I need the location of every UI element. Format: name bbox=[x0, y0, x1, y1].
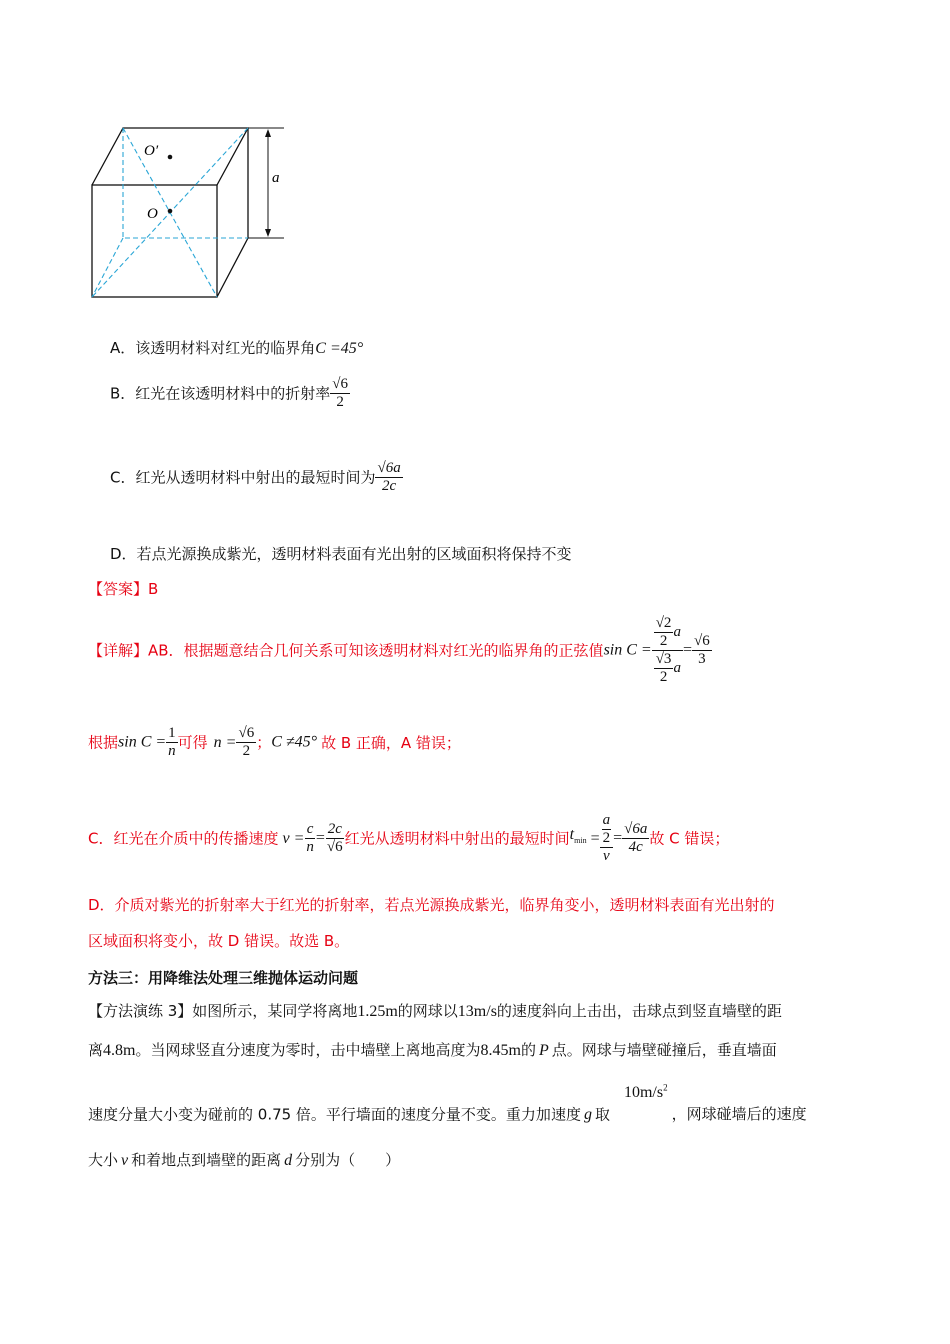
detail-line-3-f2-den: √6 bbox=[326, 839, 343, 855]
option-b-fraction bbox=[330, 376, 350, 411]
detail-line-3-f2-num: 2c bbox=[327, 821, 342, 837]
method-para-line-2 bbox=[88, 1040, 777, 1061]
detail-line-3-eq2: = bbox=[590, 829, 600, 847]
cube-figure bbox=[80, 120, 300, 305]
cube-right-edges bbox=[217, 128, 248, 297]
detail-line-3-eq3: = bbox=[613, 829, 623, 847]
detail-result-num: √6 bbox=[693, 633, 710, 649]
option-d bbox=[110, 544, 572, 564]
detail-upper-num: √2 bbox=[655, 615, 672, 631]
detail-line-4: D．介质对紫光的折射率大于红光的折射率，若点光源换成紫光，临界角变小，透明材料表面有光出射的 bbox=[88, 896, 775, 914]
option-b-den: 2 bbox=[336, 394, 344, 410]
method-p3-b: 取 bbox=[594, 1105, 610, 1124]
detail-line-2 bbox=[88, 725, 461, 760]
option-c-num: √6a bbox=[377, 460, 401, 476]
detail-line-2-n: n = bbox=[213, 733, 237, 751]
method-para-line-1 bbox=[88, 1001, 782, 1022]
detail-line-1-text: 【详解】AB．根据题意结合几何关系可知该透明材料对红光的临界角的正弦值 bbox=[88, 641, 604, 660]
method-para-line-4 bbox=[88, 1150, 400, 1171]
detail-line-3-f2 bbox=[325, 821, 345, 856]
method-p3-c: ，网球碰墙后的速度 bbox=[671, 1105, 807, 1124]
detail-compound-fraction bbox=[652, 615, 683, 686]
method-p3-a: 速度分量大小变为碰前的 0.75 倍。平行墙面的速度分量不变。重力加速度 bbox=[88, 1105, 581, 1124]
label-o-prime: O′ bbox=[144, 143, 159, 159]
detail-line-3-post: 故 C 错误； bbox=[649, 829, 730, 848]
detail-line-3 bbox=[88, 812, 729, 865]
detail-line-3-pre: C．红光在介质中的传播速度 bbox=[88, 829, 279, 848]
detail-sin-c: sin C = bbox=[603, 641, 652, 659]
detail-line-2-post: 故 B 正确，A 错误； bbox=[321, 733, 461, 752]
detail-upper-den: 2 bbox=[659, 633, 668, 649]
detail-line-2-sep: ； bbox=[256, 733, 272, 752]
detail-result-den: 3 bbox=[698, 651, 706, 667]
option-c bbox=[110, 460, 403, 495]
method-p2-b: 。当网球竖直分速度为零时，击中墙壁上离地高度为 bbox=[135, 1041, 481, 1059]
method-p3-gval-text: 10m/s bbox=[623, 1084, 664, 1102]
detail-line-2-mid: 可得 bbox=[177, 733, 208, 752]
detail-line-2-den: n bbox=[168, 743, 176, 759]
detail-line-3-t-letter: t bbox=[569, 826, 575, 844]
cube-hidden-edges bbox=[123, 128, 248, 238]
detail-line-3-f1 bbox=[304, 821, 316, 856]
method-p1-h: 1.25m bbox=[357, 1003, 398, 1020]
detail-line-2-n-num: √6 bbox=[238, 725, 255, 741]
detail-compound-den bbox=[652, 651, 683, 686]
method-heading: 方法三：用降维法处理三维抛体运动问题 bbox=[88, 969, 359, 987]
method-p1-c: 的速度斜向上击出，击球点到竖直墙壁的距 bbox=[496, 1002, 782, 1020]
cube-hidden-edge-diag bbox=[92, 238, 123, 297]
option-c-fraction bbox=[375, 460, 402, 495]
detail-line-3-t-sub: min bbox=[574, 836, 587, 846]
option-d-text: D．若点光源换成紫光，透明材料表面有光出射的区域面积将保持不变 bbox=[110, 545, 572, 563]
option-b-text: B．红光在该透明材料中的折射率 bbox=[110, 384, 331, 403]
method-p2-h: 8.45m bbox=[480, 1042, 521, 1059]
method-p4-c: 分别为（ ） bbox=[295, 1151, 401, 1169]
detail-line-3-t bbox=[569, 826, 587, 846]
method-p2-d: 4.8m bbox=[103, 1042, 136, 1059]
detail-line-3-f3-num bbox=[600, 812, 614, 848]
detail-line-2-frac bbox=[166, 725, 178, 760]
label-a: a bbox=[272, 170, 280, 186]
method-p2-p: P bbox=[538, 1042, 549, 1059]
point-o-prime bbox=[168, 155, 173, 160]
answer-label: 【答案】B bbox=[88, 580, 159, 598]
detail-lower-den: 2 bbox=[659, 669, 668, 685]
method-p1-v: 13m/s bbox=[457, 1003, 497, 1020]
detail-line-3-f3-den: v bbox=[603, 848, 610, 864]
option-c-text: C．红光从透明材料中射出的最短时间为 bbox=[110, 468, 376, 487]
detail-line-3-v: v = bbox=[282, 829, 305, 847]
detail-line-3-f1-num: c bbox=[306, 821, 314, 837]
detail-line-3-f4 bbox=[622, 821, 649, 856]
point-o bbox=[168, 209, 173, 214]
detail-upper-a: a bbox=[673, 623, 681, 640]
method-p2-a: 离 bbox=[88, 1041, 104, 1059]
method-p1-b: 的网球以 bbox=[397, 1002, 458, 1020]
detail-line-5: 区域面积将变小，故 D 错误。故选 B。 bbox=[88, 932, 350, 950]
method-p4-b: 和着地点到墙壁的距离 bbox=[131, 1151, 282, 1169]
detail-line-2-num: 1 bbox=[168, 725, 176, 741]
dimension-arrow-down bbox=[265, 229, 271, 237]
method-p1-a: 【方法演练 3】如图所示，某同学将离地 bbox=[88, 1002, 358, 1020]
method-p4-a: 大小 bbox=[88, 1151, 119, 1169]
cube-front-face bbox=[92, 185, 217, 297]
option-a-math: C =45° bbox=[315, 340, 364, 357]
detail-line-2-pre: 根据 bbox=[88, 733, 119, 752]
dimension-arrow-up bbox=[265, 129, 271, 137]
method-p4-v: v bbox=[121, 1152, 129, 1169]
detail-line-1 bbox=[88, 615, 712, 686]
option-b bbox=[110, 376, 350, 411]
detail-line-3-eq: = bbox=[315, 829, 325, 847]
detail-line-2-n-frac bbox=[236, 725, 256, 760]
detail-line-2-n-den: 2 bbox=[242, 743, 251, 759]
option-c-den: 2c bbox=[382, 478, 397, 494]
option-a bbox=[110, 338, 363, 359]
detail-line-3-mid: 红光从透明材料中射出的最短时间 bbox=[344, 829, 570, 848]
method-p2-c: 的 bbox=[520, 1041, 536, 1059]
method-p3-gval bbox=[624, 1084, 668, 1101]
detail-line-3-f1-den: n bbox=[306, 839, 314, 855]
method-p3-g: g bbox=[583, 1106, 592, 1124]
detail-line-3-f3 bbox=[600, 812, 614, 865]
option-a-text: A．该透明材料对红光的临界角 bbox=[110, 339, 316, 357]
method-p2-d2: 点。网球与墙壁碰撞后，垂直墙面 bbox=[551, 1041, 777, 1059]
detail-result-fraction bbox=[692, 633, 712, 668]
detail-line-3-f4-den: 4c bbox=[628, 839, 643, 855]
method-p4-d: d bbox=[284, 1152, 293, 1169]
detail-line-3-f3-num-top: a bbox=[602, 812, 611, 828]
detail-line-3-f3-num-bot: 2 bbox=[602, 830, 611, 846]
method-p3-sup: 2 bbox=[663, 1083, 668, 1093]
detail-compound-num bbox=[652, 615, 683, 651]
detail-line-2-sin: sin C = bbox=[118, 733, 167, 751]
detail-line-2-c: C ≠45° bbox=[271, 733, 318, 751]
label-o: O bbox=[147, 206, 158, 222]
detail-eq-1: = bbox=[682, 641, 692, 659]
detail-lower-a: a bbox=[673, 659, 681, 676]
option-b-num: √6 bbox=[332, 376, 349, 392]
detail-line-3-f4-num: √6a bbox=[624, 821, 648, 837]
method-para-line-3 bbox=[88, 1083, 807, 1125]
detail-lower-num: √3 bbox=[655, 651, 672, 667]
